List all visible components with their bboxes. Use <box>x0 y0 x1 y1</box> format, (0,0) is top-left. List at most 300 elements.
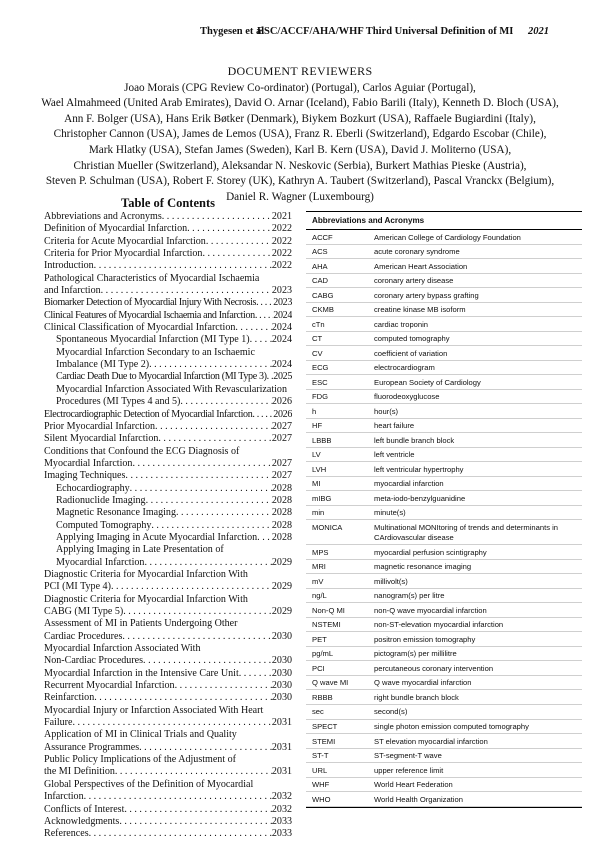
reviewer-line: Daniel R. Wagner (Luxembourg) <box>226 190 374 203</box>
toc-entry <box>44 729 292 741</box>
toc-dot-leader <box>101 285 272 297</box>
toc-entry-page: 2023 <box>273 297 292 309</box>
table-row <box>306 390 582 405</box>
abbreviation-term: CABG <box>312 290 334 300</box>
abbreviation-term: CKMB <box>312 305 334 315</box>
toc-entry <box>44 384 292 396</box>
toc-entry-text: Myocardial Infarction Associated With <box>44 643 201 655</box>
toc-entry <box>44 433 292 445</box>
toc-dot-leader <box>84 791 272 803</box>
toc-entry-text: Procedures (MI Types 4 and 5) <box>56 396 181 408</box>
toc-entry-page: 2027 <box>271 433 292 445</box>
toc-entry-page: 2033 <box>271 828 292 840</box>
abbreviation-definition: heart failure <box>374 421 415 431</box>
toc-entry-page: 2027 <box>271 420 292 432</box>
toc-entry <box>44 273 292 285</box>
abbreviation-term: LV <box>312 450 321 460</box>
table-row <box>306 734 582 749</box>
abbreviation-term: URL <box>312 765 328 775</box>
toc-entry <box>44 618 292 630</box>
table-row <box>306 705 582 720</box>
toc-entry-page: 2030 <box>271 630 292 642</box>
toc-entry <box>44 643 292 655</box>
toc-entry-text: Application of MI in Clinical Trials and Quality <box>44 729 237 741</box>
abbreviation-definition: cardiac troponin <box>374 319 429 329</box>
toc-entry <box>44 655 292 667</box>
abbreviation-term: CT <box>312 334 323 344</box>
abbreviation-definition: myocardial perfusion scintigraphy <box>374 547 487 557</box>
abbreviations-heading: Abbreviations and Acronyms <box>306 212 582 230</box>
toc-entry <box>44 569 292 581</box>
toc-dot-leader <box>94 260 272 272</box>
toc-dot-leader <box>139 742 272 754</box>
toc-entry-page: 2024 <box>273 309 292 321</box>
toc-entry <box>44 692 292 704</box>
toc-entry-text: Myocardial Injury or Infarction Associated With Heart <box>44 704 264 716</box>
table-row <box>306 661 582 676</box>
toc-dot-leader <box>72 717 271 729</box>
abbreviation-definition: upper reference limit <box>374 765 444 775</box>
toc-entry-page: 2022 <box>271 260 292 272</box>
abbreviation-term: LBBB <box>312 435 332 445</box>
toc-entry-page: 2033 <box>271 815 292 827</box>
table-row <box>306 749 582 764</box>
reviewers-list <box>30 81 570 206</box>
abbreviation-definition: ST-segment-T wave <box>374 751 442 761</box>
toc-entry-text: Imaging Techniques <box>44 470 126 482</box>
abbreviation-definition: coronary artery disease <box>374 276 454 286</box>
toc-entry-text: Prior Myocardial Infarction <box>44 420 156 432</box>
abbreviation-term: ACCF <box>312 232 333 242</box>
toc-entry-text: Myocardial Infarction <box>44 457 133 469</box>
toc-entry-text: Myocardial Infarction in the Intensive Care Unit <box>44 667 239 679</box>
toc-entry-page: 2030 <box>271 680 292 692</box>
toc-entry-text: Public Policy Implications of the Adjustment of <box>44 754 236 766</box>
toc-entry-page: 2025 <box>273 371 292 383</box>
abbreviation-definition: fluorodeoxyglucose <box>374 392 440 402</box>
abbreviation-definition: myocardial infarction <box>374 479 444 489</box>
abbreviation-term: LVH <box>312 464 327 474</box>
toc-entry-text: Imbalance (MI Type 2) <box>56 359 150 371</box>
toc-entry-page: 2031 <box>271 741 292 753</box>
toc-dot-leader <box>144 557 271 569</box>
header-authors: Thygesen et al <box>200 26 265 37</box>
toc-entry <box>44 359 292 371</box>
document-reviewers <box>30 64 570 205</box>
table-row <box>306 560 582 575</box>
toc-entry-text: Electrocardiographic Detection of Myocardial Infarction <box>44 408 253 420</box>
table-row <box>306 618 582 633</box>
abbreviation-term: SPECT <box>312 722 338 731</box>
abbreviation-definition: left ventricular hypertrophy <box>374 464 464 474</box>
abbreviation-definition: single photon emission computed tomography <box>374 722 529 731</box>
toc-dot-leader <box>119 816 272 828</box>
table-row <box>306 245 582 260</box>
toc-entry <box>44 828 292 840</box>
reviewer-line: Christopher Cannon (USA), James de Lemos (USA), Franz R. Eberli (Switzerland), Edgardo Escobar (Chile), <box>53 128 547 141</box>
abbreviation-term: MRI <box>312 562 326 572</box>
abbreviation-term: MONICA <box>312 522 343 532</box>
table-row <box>306 346 582 361</box>
toc-entry-text: Cardiac Death Due to Myocardial Infarction (MI Type 3) <box>56 371 267 383</box>
toc-entry-page: 2023 <box>271 285 292 297</box>
toc-entry <box>44 211 292 223</box>
reviewer-line: Wael Almahmeed (United Arab Emirates), David O. Arnar (Iceland), Fabio Barili (Italy), Kenneth D. Bloch (USA), <box>41 97 559 110</box>
toc-dot-leader <box>206 236 272 248</box>
abbreviation-definition: meta-iodo-benzylguanidine <box>374 493 466 503</box>
toc-entry <box>44 680 292 692</box>
abbreviation-term: mIBG <box>312 493 332 503</box>
toc-entry <box>44 532 292 544</box>
abbreviation-definition: hour(s) <box>374 406 399 416</box>
toc-entry-page: 2031 <box>271 766 292 778</box>
table-row <box>306 720 582 735</box>
toc-entry <box>44 754 292 766</box>
abbreviation-term: WHF <box>312 780 330 790</box>
toc-entry <box>44 631 292 643</box>
abbreviation-definition: non-Q wave myocardial infarction <box>374 605 487 615</box>
abbreviation-term: HF <box>312 421 323 431</box>
toc-dot-leader <box>256 297 273 309</box>
toc-entry-text: CABG (MI Type 5) <box>44 606 124 617</box>
abbreviation-definition: American College of Cardiology Foundation <box>374 232 521 242</box>
toc-entry <box>44 779 292 791</box>
toc-dot-leader <box>235 322 272 334</box>
abbreviation-definition: left bundle branch block <box>374 435 455 445</box>
toc-entry <box>44 544 292 556</box>
toc-entry-text: Myocardial Infarction <box>56 556 145 568</box>
abbreviation-definition: percutaneous coronary intervention <box>374 663 494 673</box>
table-row <box>306 274 582 289</box>
toc-entry-text: Conditions that Confound the ECG Diagnosis of <box>44 445 240 457</box>
toc-entry <box>44 483 292 495</box>
table-of-contents <box>44 196 292 841</box>
table-row <box>306 477 582 492</box>
toc-title: Table of Contents <box>121 196 215 210</box>
abbreviation-definition: coronary artery bypass grafting <box>374 290 479 300</box>
toc-entry <box>44 421 292 433</box>
toc-entry-text: Criteria for Prior Myocardial Infarction <box>44 248 203 260</box>
abbreviation-definition: magnetic resonance imaging <box>374 562 472 572</box>
toc-dot-leader <box>257 532 272 544</box>
table-row <box>306 676 582 691</box>
toc-entry-page: 2029 <box>271 606 292 617</box>
toc-entry <box>44 446 292 458</box>
abbreviation-term: pg/mL <box>312 649 334 659</box>
toc-entry <box>44 520 292 532</box>
toc-entry-text: Clinical Classification of Myocardial Infarction <box>44 322 236 334</box>
toc-entry-page: 2024 <box>271 359 292 371</box>
toc-entry-page: 2031 <box>271 717 292 729</box>
table-row <box>306 792 582 807</box>
table-row <box>306 690 582 705</box>
toc-entry-page: 2028 <box>271 531 292 543</box>
abbreviation-term: ng/L <box>312 591 327 601</box>
toc-dot-leader <box>175 680 272 692</box>
toc-entry-text: Non-Cardiac Procedures <box>44 655 144 667</box>
reviewer-line: Joao Morais (CPG Review Co-ordinator) (Portugal), Carlos Aguiar (Portugal), <box>124 81 476 94</box>
toc-entries <box>44 211 292 841</box>
toc-entry <box>44 717 292 729</box>
toc-dot-leader <box>146 495 272 507</box>
toc-entry-page: 2022 <box>271 235 292 247</box>
toc-entry-page: 2032 <box>271 791 292 803</box>
toc-entry <box>44 334 292 346</box>
table-row <box>306 448 582 463</box>
toc-entry-text: Clinical Features of Myocardial Ischaemia and Infarction <box>44 309 255 321</box>
toc-entry-text: References <box>44 828 89 840</box>
abbreviation-term: CV <box>312 348 323 358</box>
toc-entry <box>44 594 292 606</box>
toc-entry-page: 2022 <box>271 223 292 235</box>
toc-entry-page: 2022 <box>271 248 292 260</box>
toc-entry-text: and Infarction <box>44 285 101 297</box>
abbreviation-term: ECG <box>312 363 329 373</box>
toc-entry-text: Echocardiography <box>56 482 130 494</box>
toc-entry <box>44 285 292 297</box>
toc-entry-text: Global Perspectives of the Definition of Myocardial <box>44 778 254 790</box>
table-row <box>306 763 582 778</box>
toc-entry-text: Assurance Programmes <box>44 741 140 753</box>
toc-dot-leader <box>252 409 273 421</box>
toc-entry-text: Failure <box>44 717 73 729</box>
abbreviation-definition: right bundle branch block <box>374 692 459 702</box>
toc-entry-text: Acknowledgments <box>44 815 120 827</box>
table-row <box>306 332 582 347</box>
abbreviation-definition: left ventricle <box>374 450 415 460</box>
table-row <box>306 361 582 376</box>
reviewers-heading: DOCUMENT REVIEWERS <box>227 64 373 78</box>
toc-dot-leader <box>94 692 272 704</box>
toc-dot-leader <box>123 606 272 618</box>
toc-entry <box>44 236 292 248</box>
toc-entry-page: 2024 <box>271 334 292 346</box>
abbreviation-definition: pictogram(s) per millilitre <box>374 649 457 659</box>
table-row <box>306 647 582 662</box>
table-row <box>306 288 582 303</box>
toc-entry <box>44 248 292 260</box>
abbreviation-term: CAD <box>312 276 329 286</box>
toc-dot-leader <box>89 828 272 840</box>
table-row <box>306 375 582 390</box>
table-row <box>306 433 582 448</box>
table-row <box>306 574 582 589</box>
abbreviation-definition: creatine kinase MB isoform <box>374 305 466 315</box>
abbreviation-term: STEMI <box>312 736 336 746</box>
abbreviation-term: AHA <box>312 261 328 271</box>
abbreviation-term: ESC <box>312 377 328 387</box>
toc-entry-text: Magnetic Resonance Imaging <box>56 507 176 519</box>
toc-dot-leader <box>149 359 272 371</box>
toc-entry <box>44 804 292 816</box>
table-row <box>306 317 582 332</box>
abbreviation-term: NSTEMI <box>312 620 341 630</box>
toc-dot-leader <box>151 520 272 532</box>
abbreviation-term: PET <box>312 634 327 644</box>
table-row <box>306 419 582 434</box>
toc-dot-leader <box>122 631 272 643</box>
toc-entry-page: 2028 <box>271 494 292 506</box>
toc-entry-text: Biomarker Detection of Myocardial Injury With Necrosis <box>44 297 257 309</box>
abbreviation-definition: ST elevation myocardial infarction <box>374 736 488 746</box>
abbreviation-definition: acute coronary syndrome <box>374 247 460 257</box>
table-row <box>306 303 582 318</box>
running-header <box>0 26 600 42</box>
toc-entry-text: Cardiac Procedures <box>44 630 123 642</box>
toc-entry-page: 2027 <box>271 470 292 482</box>
toc-entry <box>44 396 292 408</box>
toc-entry <box>44 766 292 778</box>
toc-entry-page: 2026 <box>273 408 292 420</box>
toc-entry <box>44 371 292 383</box>
toc-entry <box>44 310 292 322</box>
toc-dot-leader <box>180 396 272 408</box>
abbreviation-definition: coefficient of variation <box>374 348 448 358</box>
table-row <box>306 603 582 618</box>
table-row <box>306 778 582 793</box>
toc-entry-text: Diagnostic Criteria for Myocardial Infarction With <box>44 593 248 605</box>
abbreviation-term: FDG <box>312 392 329 402</box>
table-bottom-rule <box>306 807 582 808</box>
abbreviation-term: Non-Q MI <box>312 605 345 615</box>
abbreviation-term: ACS <box>312 247 328 257</box>
toc-dot-leader <box>124 804 272 816</box>
table-row <box>306 589 582 604</box>
toc-entry-text: Abbreviations and Acronyms <box>44 211 162 222</box>
abbreviation-definition: positron emission tomography <box>374 634 476 644</box>
abbreviation-definition: World Health Organization <box>374 794 463 804</box>
toc-dot-leader <box>239 668 272 680</box>
toc-entry-page: 2021 <box>271 211 292 222</box>
toc-entry <box>44 742 292 754</box>
toc-entry-page: 2029 <box>271 556 292 568</box>
toc-dot-leader <box>162 211 272 223</box>
toc-entry-text: Computed Tomography <box>56 519 152 531</box>
toc-entry <box>44 606 292 618</box>
toc-entry-text: Diagnostic Criteria for Myocardial Infarction With <box>44 568 248 580</box>
abbreviation-term: min <box>312 508 325 518</box>
table-row <box>306 520 582 545</box>
toc-entry-text: Myocardial Infarction Secondary to an Ischaemic <box>56 346 255 358</box>
toc-entry-text: Silent Myocardial Infarction <box>44 433 159 445</box>
abbreviation-definition: Q wave myocardial infarction <box>374 678 472 688</box>
toc-entry <box>44 507 292 519</box>
abbreviation-definition: second(s) <box>374 707 408 717</box>
abbreviation-definition: non-ST-elevation myocardial infarction <box>374 620 504 630</box>
toc-dot-leader <box>267 371 274 383</box>
toc-entry-text: Conflicts of Interest <box>44 803 125 815</box>
table-row <box>306 545 582 560</box>
toc-dot-leader <box>143 655 272 667</box>
reviewer-line: Ann F. Bolger (USA), Hans Erik Bøtker (Denmark), Biykem Bozkurt (USA), Raffaele Bugiardini (Italy), <box>64 112 536 125</box>
toc-entry-text: Reinfarction <box>44 692 95 704</box>
toc-dot-leader <box>132 458 271 470</box>
abbreviation-definition: Multinational MONItoring of trends and determinants in CArdiovascular disease <box>374 522 559 542</box>
table-row <box>306 462 582 477</box>
abbreviation-definition: nanogram(s) per litre <box>374 591 445 601</box>
table-row <box>306 230 582 245</box>
abbreviation-term: MPS <box>312 547 329 557</box>
table-row <box>306 404 582 419</box>
reviewer-line: Steven P. Schulman (USA), Robert F. Storey (UK), Kathryn A. Taubert (Switzerland), Pascal Vranckx (Belgium), <box>45 175 555 188</box>
toc-entry-text: Applying Imaging in Late Presentation of <box>56 544 224 556</box>
toc-entry-text: Assessment of MI in Patients Undergoing Other <box>44 618 238 630</box>
abbreviations-rows <box>306 230 582 807</box>
toc-entry-text: PCI (MI Type 4) <box>44 581 111 593</box>
abbreviation-term: WHO <box>312 794 331 804</box>
toc-entry <box>44 791 292 803</box>
abbreviation-term: RBBB <box>312 692 333 702</box>
toc-entry <box>44 668 292 680</box>
abbreviation-term: cTn <box>312 319 325 329</box>
toc-entry <box>44 347 292 359</box>
toc-entry <box>44 260 292 272</box>
toc-entry <box>44 495 292 507</box>
toc-entry-text: Definition of Myocardial Infarction <box>44 223 188 235</box>
toc-entry-text: Pathological Characteristics of Myocardial Ischaemia <box>44 272 260 284</box>
abbreviation-definition: minute(s) <box>374 508 406 518</box>
toc-entry-page: 2030 <box>271 692 292 704</box>
toc-entry-text: the MI Definition <box>44 766 115 778</box>
toc-entry <box>44 297 292 309</box>
toc-entry-page: 2028 <box>271 482 292 494</box>
table-row <box>306 506 582 521</box>
toc-entry-page: 2026 <box>271 396 292 408</box>
abbreviation-definition: millivolt(s) <box>374 576 408 586</box>
reviewer-line: Christian Mueller (Switzerland), Aleksandar N. Neskovic (Serbia), Burkert Mathias Pieske (Austria), <box>73 159 527 172</box>
toc-entry-page: 2032 <box>271 803 292 815</box>
toc-entry-text: Radionuclide Imaging <box>56 494 146 506</box>
table-row <box>306 259 582 274</box>
table-row <box>306 491 582 506</box>
toc-entry <box>44 557 292 569</box>
toc-entry <box>44 705 292 717</box>
toc-entry-page: 2028 <box>271 519 292 531</box>
toc-entry-text: Introduction <box>44 260 94 272</box>
reviewer-line: Mark Hlatky (USA), Stefan James (Sweden), Karl B. Kern (USA), David J. Moliterno (USA), <box>88 143 512 156</box>
toc-entry-page: 2030 <box>271 667 292 679</box>
toc-entry-page: 2029 <box>271 581 292 593</box>
toc-entry <box>44 223 292 235</box>
toc-dot-leader <box>202 248 271 260</box>
toc-entry <box>44 458 292 470</box>
header-journal-title: ESC/ACCF/AHA/WHF Third Universal Definition of MI <box>257 26 514 37</box>
toc-dot-leader <box>115 766 272 778</box>
toc-entry-page: 2028 <box>271 507 292 519</box>
toc-entry-page: 2024 <box>271 322 292 334</box>
toc-entry <box>44 816 292 828</box>
abbreviation-term: PCI <box>312 663 325 673</box>
toc-entry <box>44 470 292 482</box>
abbreviation-term: h <box>312 406 317 416</box>
toc-entry-page: 2027 <box>271 457 292 469</box>
table-row <box>306 632 582 647</box>
toc-entry-text: Infarction <box>44 791 84 803</box>
toc-dot-leader <box>155 421 272 433</box>
toc-dot-leader <box>125 470 271 482</box>
toc-entry <box>44 581 292 593</box>
abbreviation-term: MI <box>312 479 321 489</box>
toc-entry-text: Applying Imaging in Acute Myocardial Infarction <box>56 531 258 543</box>
toc-dot-leader <box>158 433 272 445</box>
toc-entry-page: 2030 <box>271 655 292 667</box>
toc-entry-text: Recurrent Myocardial Infarction <box>44 680 175 692</box>
abbreviation-definition: European Society of Cardiology <box>374 377 481 387</box>
abbreviations-table <box>306 211 582 808</box>
toc-entry-text: Criteria for Acute Myocardial Infarction <box>44 235 206 247</box>
toc-entry <box>44 409 292 421</box>
header-page-number: 2021 <box>528 26 549 37</box>
